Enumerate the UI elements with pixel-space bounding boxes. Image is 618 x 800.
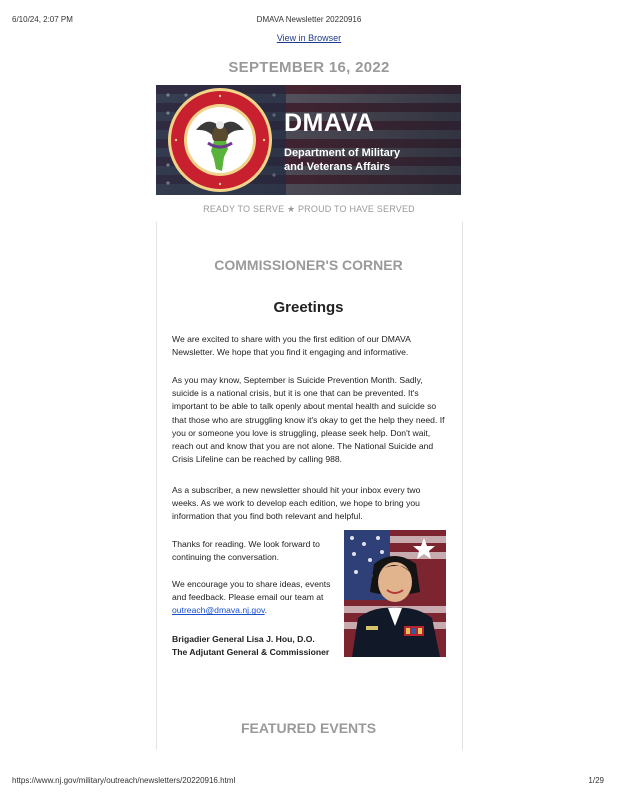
share-text: We encourage you to share ideas, events and feedback. Please email our team at <box>172 579 331 603</box>
thanks-paragraph: Thanks for reading. We look forward to continuing the conversation. <box>172 539 320 563</box>
view-in-browser-link[interactable]: View in Browser <box>276 33 342 43</box>
commissioner-portrait <box>344 530 446 657</box>
signature-block <box>172 633 340 659</box>
banner-full-name-line2: and Veterans Affairs <box>284 161 390 173</box>
share-paragraph <box>172 578 340 618</box>
greeting-heading: Greetings <box>273 299 344 316</box>
featured-events-heading: FEATURED EVENTS <box>240 720 377 736</box>
header-banner <box>156 85 461 195</box>
print-page-number: 1/29 <box>588 776 604 785</box>
print-url: https://www.nj.gov/military/outreach/newsletters/20220916.html <box>12 776 236 785</box>
banner-full-name-line1: Department of Military <box>284 147 401 159</box>
signature-title: The Adjutant General & Commissioner <box>172 647 330 658</box>
outreach-email-link[interactable]: outreach@dmava.nj.gov <box>172 605 265 616</box>
print-header <box>0 0 618 24</box>
flag-background <box>156 85 461 195</box>
nj-dmava-seal-icon <box>168 88 272 192</box>
signature-name: Brigadier General Lisa J. Hou, D.O. <box>172 634 315 644</box>
print-page-title: DMAVA Newsletter 20220916 <box>256 15 362 24</box>
portrait-image <box>344 530 446 657</box>
subscriber-paragraph: As a subscriber, a new newsletter should hit your inbox every two weeks. As we work to develop each edition, we hope to bring you information that you find both relevant and helpful. <box>172 485 421 522</box>
share-suffix: . <box>264 605 268 616</box>
banner-brand: DMAVA <box>284 109 375 137</box>
commissioners-corner-heading: COMMISSIONER'S CORNER <box>214 257 403 273</box>
intro-paragraph: We are excited to share with you the first edition of our DMAVA Newsletter. We hope that you find it engaging and informative. <box>172 334 411 358</box>
print-timestamp: 6/10/24, 2:07 PM <box>12 15 73 24</box>
suicide-prevention-paragraph: As you may know, September is Suicide Prevention Month. Sadly, suicide is a national crisis, but it is one that can be prevented. It's important to be able to talk openly about mental health and suicide so that those who are struggling know it's okay to get the help they need. If you or someone you love is struggling, please seek help. Don't wait, reach out and know that you are not alone. The National Suicide and Crisis Lifeline can be reached by calling 988. <box>172 375 445 465</box>
banner-full-name <box>284 146 454 174</box>
tagline: READY TO SERVE ★ PROUD TO HAVE SERVED <box>203 204 415 214</box>
newsletter-date: SEPTEMBER 16, 2022 <box>228 59 390 76</box>
